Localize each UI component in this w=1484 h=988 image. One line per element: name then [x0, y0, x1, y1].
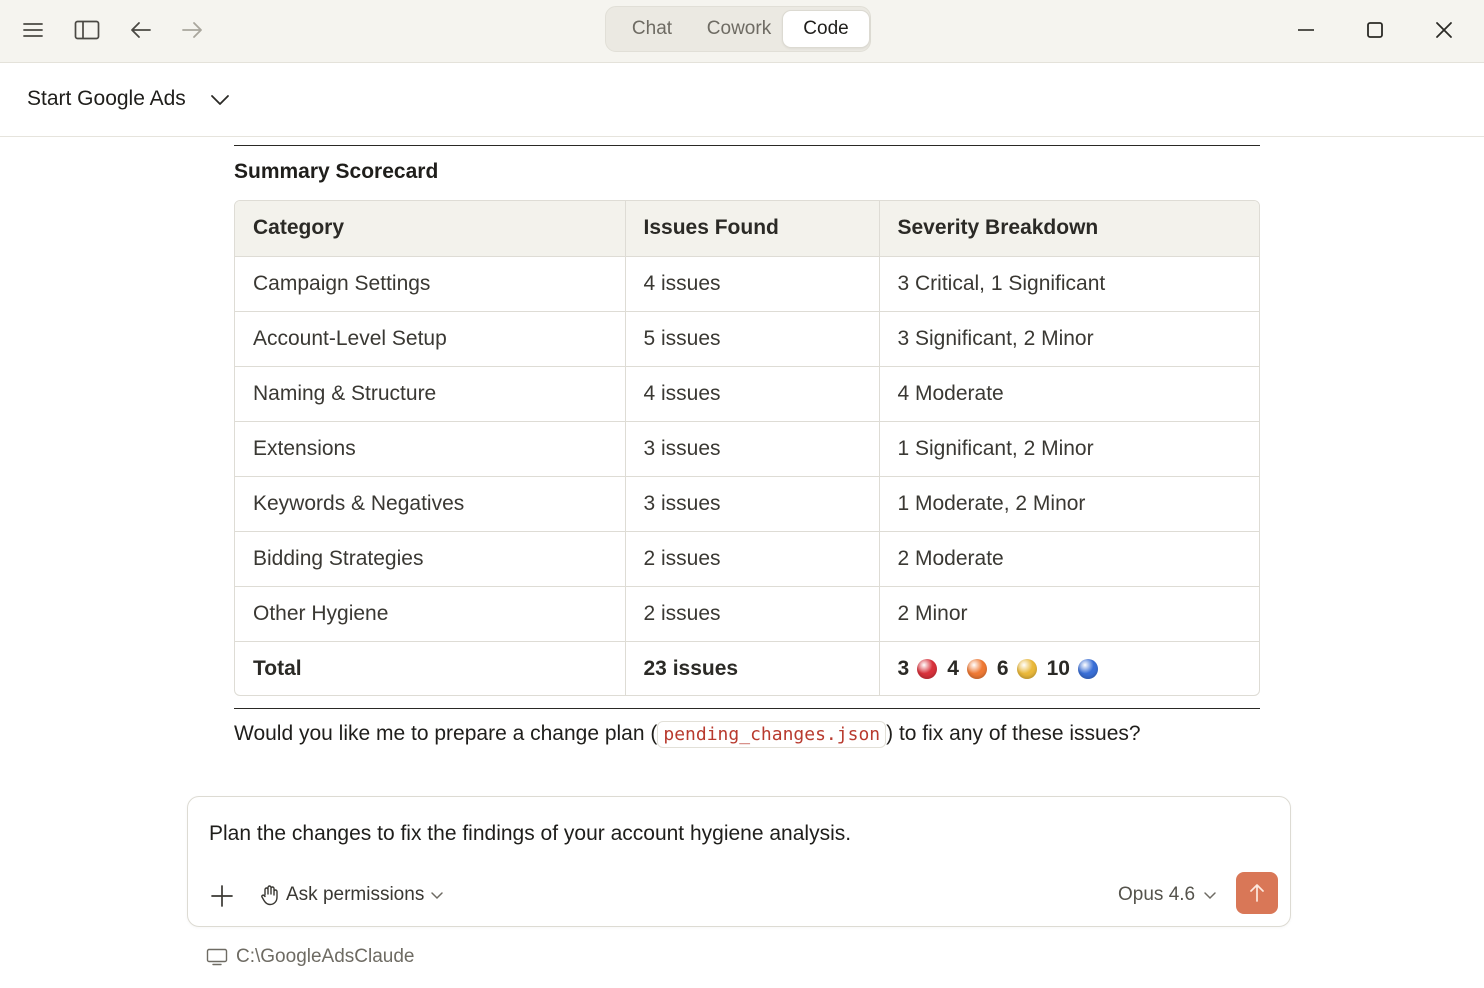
divider: [234, 708, 1260, 709]
table-row: [235, 421, 1260, 476]
issues-cell: 5 issues: [625, 311, 879, 366]
table-row: [235, 311, 1260, 366]
column-header: Severity Breakdown: [879, 201, 1260, 256]
monitor-icon: [206, 948, 228, 966]
maximize-icon[interactable]: [1359, 14, 1391, 46]
issues-cell: 4 issues: [625, 256, 879, 311]
total-label: Total: [235, 641, 625, 696]
permissions-label: Ask permissions: [286, 884, 425, 905]
severity-cell: 1 Significant, 2 Minor: [879, 421, 1260, 476]
mode-tab-code[interactable]: Code: [782, 10, 870, 48]
back-arrow-icon[interactable]: [125, 14, 157, 46]
mode-tab-cowork[interactable]: Cowork: [706, 18, 772, 39]
category-cell: Keywords & Negatives: [235, 476, 625, 531]
question-text: Would you like me to prepare a change plan (: [234, 722, 658, 745]
minor-dot-icon: [1078, 659, 1098, 679]
divider: [234, 145, 1260, 146]
issues-cell: 4 issues: [625, 366, 879, 421]
assistant-question: [234, 722, 1141, 746]
critical-dot-icon: [917, 659, 937, 679]
question-text: ) to fix any of these issues?: [886, 722, 1141, 745]
severity-cell: 2 Moderate: [879, 531, 1260, 586]
arrow-up-icon: [1248, 883, 1266, 903]
total-row: [235, 641, 1260, 696]
moderate-count: 6: [996, 656, 1009, 680]
table-row: [235, 531, 1260, 586]
message-composer[interactable]: [187, 796, 1291, 927]
column-header: Category: [235, 201, 625, 256]
model-selector[interactable]: [1118, 880, 1217, 910]
project-title[interactable]: Start Google Ads: [27, 87, 186, 110]
severity-cell: 2 Minor: [879, 586, 1260, 641]
column-header: Issues Found: [625, 201, 879, 256]
significant-dot-icon: [967, 659, 987, 679]
scorecard-table: [234, 200, 1260, 696]
close-icon[interactable]: [1428, 14, 1460, 46]
issues-cell: 2 issues: [625, 586, 879, 641]
severity-cell: 1 Moderate, 2 Minor: [879, 476, 1260, 531]
chevron-down-icon: [430, 888, 444, 902]
composer-input[interactable]: Plan the changes to fix the findings of your account hygiene analysis.: [209, 822, 852, 845]
table-row: [235, 366, 1260, 421]
working-directory-path: C:\GoogleAdsClaude: [236, 946, 415, 967]
section-title: Summary Scorecard: [234, 160, 439, 183]
model-label: Opus 4.6: [1118, 884, 1196, 905]
title-bar: [0, 0, 1484, 63]
severity-cell: 3 Critical, 1 Significant: [879, 256, 1260, 311]
issues-cell: 2 issues: [625, 531, 879, 586]
minor-count: 10: [1046, 656, 1070, 680]
minimize-icon[interactable]: [1290, 14, 1322, 46]
forward-arrow-icon[interactable]: [176, 14, 208, 46]
category-cell: Extensions: [235, 421, 625, 476]
chevron-down-icon: [1203, 888, 1217, 902]
category-cell: Naming & Structure: [235, 366, 625, 421]
category-cell: Bidding Strategies: [235, 531, 625, 586]
total-severity: [879, 641, 1260, 696]
critical-count: 3: [897, 656, 910, 680]
working-directory[interactable]: [206, 944, 415, 970]
table-row: [235, 586, 1260, 641]
menu-icon[interactable]: [17, 14, 49, 46]
send-button[interactable]: [1236, 872, 1278, 914]
hand-icon: [260, 884, 280, 906]
plus-icon: [210, 884, 234, 908]
total-issues: 23 issues: [625, 641, 879, 696]
significant-count: 4: [947, 656, 959, 680]
sidebar-toggle-icon[interactable]: [71, 14, 103, 46]
add-attachment-button[interactable]: [207, 881, 237, 911]
issues-cell: 3 issues: [625, 421, 879, 476]
permissions-dropdown[interactable]: [260, 880, 444, 910]
severity-cell: 3 Significant, 2 Minor: [879, 311, 1260, 366]
table-row: [235, 256, 1260, 311]
mode-switcher: [605, 6, 871, 52]
table-row: [235, 476, 1260, 531]
table-header-row: [235, 201, 1260, 256]
mode-tab-chat[interactable]: Chat: [631, 18, 673, 39]
issues-cell: 3 issues: [625, 476, 879, 531]
category-cell: Other Hygiene: [235, 586, 625, 641]
category-cell: Campaign Settings: [235, 256, 625, 311]
chevron-down-icon[interactable]: [208, 88, 232, 117]
moderate-dot-icon: [1017, 659, 1037, 679]
severity-cell: 4 Moderate: [879, 366, 1260, 421]
inline-code: pending_changes.json: [657, 721, 886, 748]
category-cell: Account-Level Setup: [235, 311, 625, 366]
